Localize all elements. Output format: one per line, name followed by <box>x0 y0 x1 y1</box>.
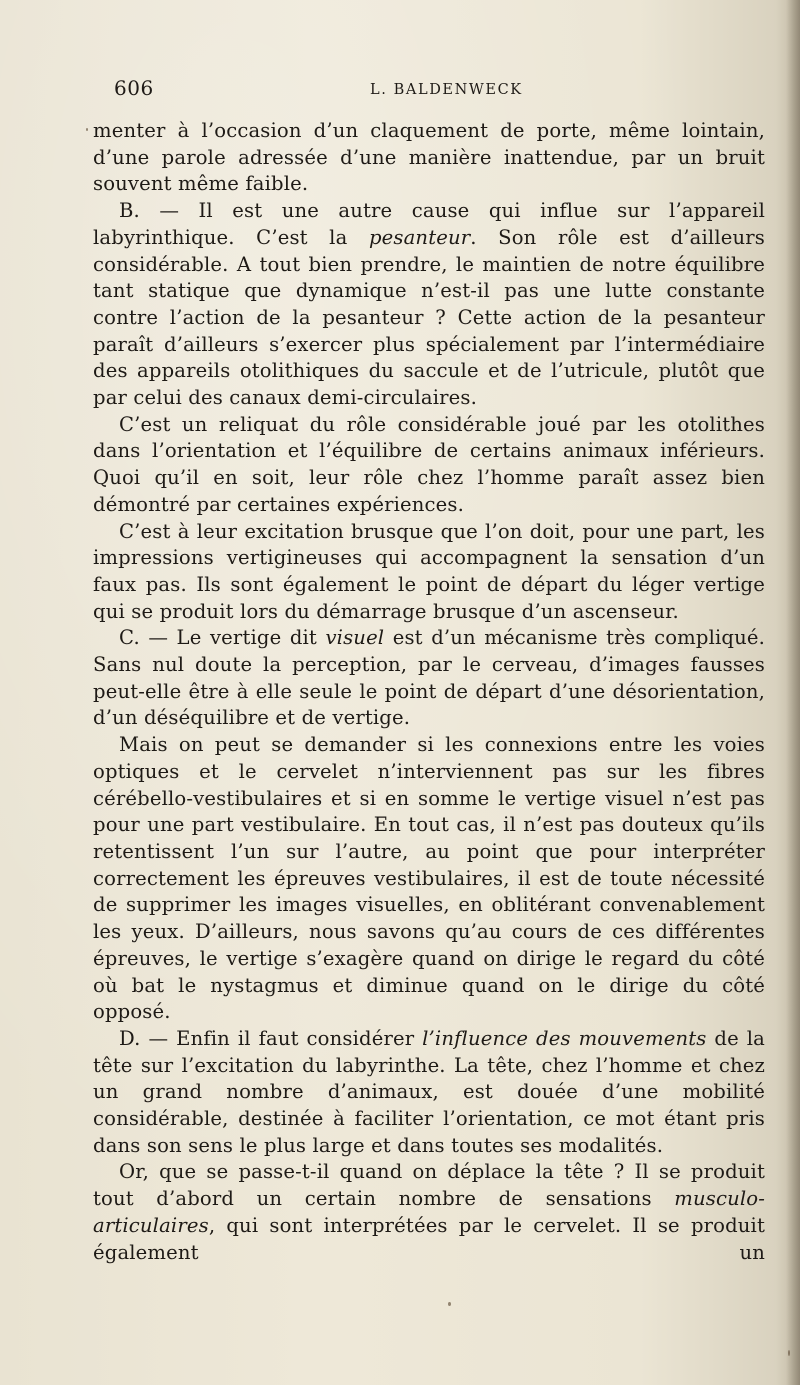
paragraph-4-text: C’est à leur excitation brusque que l’on doit, pour une part, les impressions vertigineuses qui accompagnent la sensation d’un faux pas. Ils sont également le point de départ du léger vertige qui se produit lors du démarrage brusque d’un ascenseur. <box>93 519 765 623</box>
page-number: 606 <box>114 76 154 100</box>
paper-speck <box>86 128 88 131</box>
paragraph-2-text-a: B. — Il est une autre cause qui influe sur l’appareil labyrinthique. C’est la <box>93 199 765 249</box>
body-text <box>93 118 765 1266</box>
paragraph-2 <box>93 198 765 412</box>
paragraph-4 <box>93 519 765 626</box>
paragraph-8-emphasis: musculo-articulaires <box>93 1187 765 1237</box>
paragraph-7-text-a: D. — Enfin il faut considérer <box>119 1026 423 1050</box>
paragraph-5-text-a: C. — Le vertige dit <box>119 626 326 650</box>
paragraph-3 <box>93 412 765 519</box>
paragraph-2-text-b: . Son rôle est d’ailleurs considérable. A tout bien prendre, le maintien de notre équilibre tant statique que dynamique n’est-il pas une lutte constante contre l’action de la pesanteur ? Cette action de la pesanteur paraît d’ailleurs s’exercer plus spécialement par l’intermédiaire des appareils otolithiques du saccule et de l’utricule, plutôt que par celui des canaux demi-circulaires. <box>93 225 765 410</box>
paper-speck <box>788 1350 790 1356</box>
paragraph-8 <box>93 1159 765 1266</box>
page-header <box>92 76 772 106</box>
paragraph-6-text: Mais on peut se demander si les connexions entre les voies optiques et le cervelet n’interviennent pas sur les fibres cérébello-vestibulaires et si en somme le vertige visuel n’est pas pour une part vestibulaire. En tout cas, il n’est pas douteux qu’ils retentissent l’un sur l’autre, au point que pour interpréter correctement les épreuves vestibulaires, il est de toute nécessité de supprimer les images visuelles, en oblitérant convenablement les yeux. D’ailleurs, nous savons qu’au cours de ces différentes épreuves, le vertige s’exagère quand on dirige le regard du côté où bat le nystagmus et diminue quand on le dirige du côté opposé. <box>93 733 765 1024</box>
paragraph-7-emphasis: l’influence des mouvements <box>422 1026 707 1050</box>
paragraph-5 <box>93 625 765 732</box>
paragraph-5-text-b: est d’un mécanisme très compliqué. Sans nul doute la perception, par le cerveau, d’images fausses peut-elle être à elle seule le point de départ d’une désorientation, d’un déséquilibre et de vertige. <box>93 626 765 730</box>
paragraph-8-text-b: , qui sont interprétées par le cervelet. Il se produit également un <box>93 1213 765 1264</box>
paragraph-7-text-b: de la tête sur l’excitation du labyrinthe. La tête, chez l’homme et chez un grand nombre d’animaux, est douée d’une mobilité considérable, destinée à faciliter l’orientation, ce mot étant pris dans son sens le plus large et dans toutes ses modalités. <box>93 1026 765 1157</box>
paragraph-8-text-a: Or, que se passe-t-il quand on déplace la tête ? Il se produit tout d’abord un certain nombre de sensations <box>93 1160 765 1211</box>
page-edge-shadow <box>786 0 800 1385</box>
paragraph-3-text: C’est un reliquat du rôle considérable joué par les otolithes dans l’orientation et l’équilibre de certains animaux inférieurs. Quoi qu’il en soit, leur rôle chez l’homme paraît assez bien démontré par certaines expériences. <box>93 412 765 516</box>
paragraph-2-emphasis: pesanteur <box>368 225 471 249</box>
paragraph-5-emphasis: visuel <box>325 626 385 650</box>
paragraph-7 <box>93 1026 765 1160</box>
paragraph-6 <box>93 732 765 1026</box>
paragraph-1 <box>93 118 765 198</box>
paper-speck <box>448 1302 451 1306</box>
paragraph-1-text: menter à l’occasion d’un claquement de porte, même lointain, d’une parole adressée d’une manière inattendue, par un bruit souvent même faible. <box>93 119 765 196</box>
running-head: L. BALDENWECK <box>370 82 523 98</box>
